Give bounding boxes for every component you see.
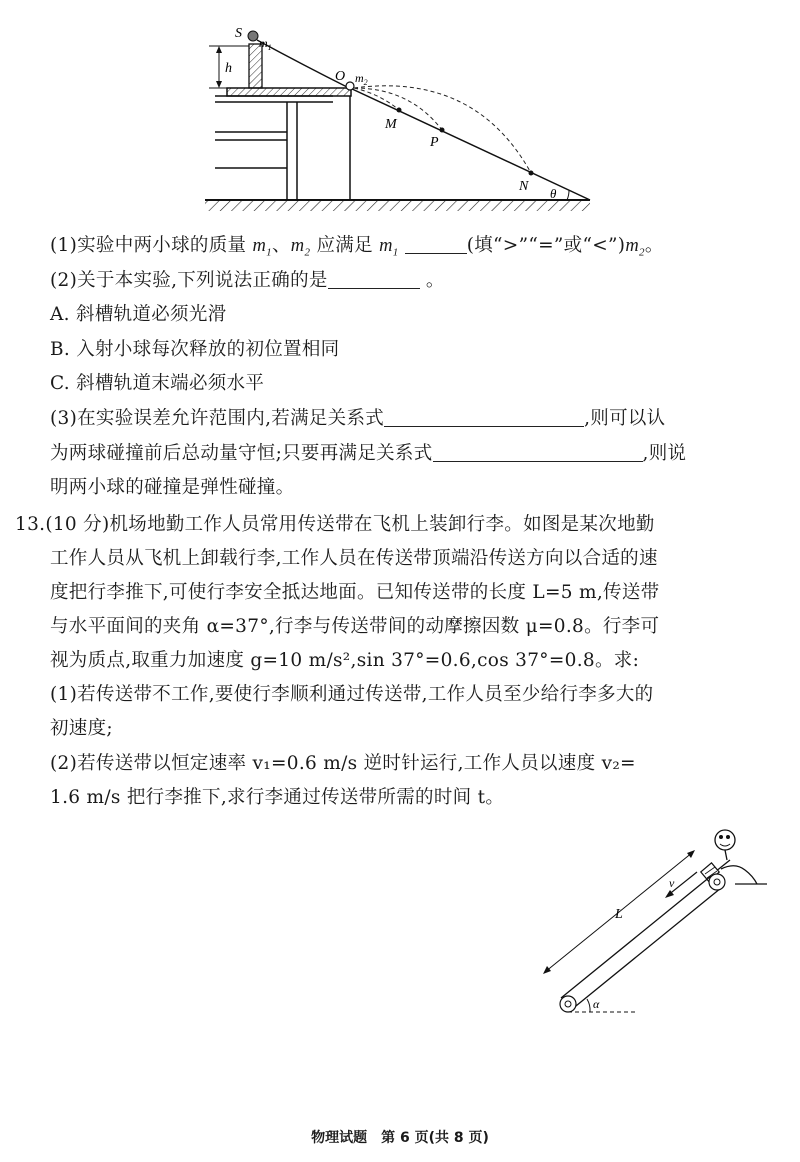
q13-part2-line2: 1.6 m/s 把行李推下,求行李通过传送带所需的时间 t。	[50, 787, 505, 808]
q13-line1: 13.(10 分)机场地勤工作人员常用传送带在飞机上装卸行李。如图是某次地勤	[15, 514, 655, 535]
q13-line4: 与水平面间的夹角 α=37°,行李与传送带间的动摩擦因数 μ=0.8。行李可	[50, 616, 660, 637]
l-label: L	[615, 907, 623, 922]
ball-m2	[346, 82, 354, 90]
belt-top-edge	[561, 876, 711, 998]
alpha-arc	[587, 999, 590, 1012]
landing-point-m	[397, 108, 402, 113]
o-label: O	[335, 69, 346, 84]
landing-point-n	[529, 171, 534, 176]
length-arrow-head-bottom	[543, 966, 551, 974]
q12-part3-line2	[50, 442, 790, 466]
h-label: h	[225, 61, 232, 76]
q12-part3-text-d: ,则说	[642, 443, 687, 464]
collision-apparatus-figure	[205, 22, 595, 214]
s-label: S	[235, 26, 242, 41]
q12-part2-end: 。	[425, 270, 445, 291]
page-footer: 物理试题 第 6 页(共 8 页)	[311, 1130, 489, 1146]
v-label: v	[669, 876, 675, 890]
m2-label: $m_2$	[355, 71, 368, 87]
q12-option-b: B. 入射小球每次释放的初位置相同	[50, 339, 340, 360]
answer-blank-4[interactable]	[433, 443, 643, 462]
q12-part2	[50, 269, 790, 293]
worker-eye-left	[719, 835, 723, 839]
q13-part1-line1: (1)若传送带不工作,要使行李顺利通过传送带,工作人员至少给行李多大的	[50, 684, 654, 705]
m-point-label: M	[385, 117, 397, 132]
q12-part3-text-b: ,则可以认	[584, 408, 666, 429]
q12-part1-end: 。	[644, 235, 664, 256]
var-m1-b: $m_1$	[379, 236, 399, 259]
q13-part1-line2: 初速度;	[50, 718, 113, 739]
table-top	[227, 88, 351, 96]
q12-part3-text-a: (3)在实验误差允许范围内,若满足关系式	[50, 408, 385, 429]
q12-part1-text-a: (1)实验中两小球的质量	[50, 235, 247, 256]
length-arrow-head-top	[687, 850, 695, 858]
q12-part3-text-c: 为两球碰撞前后总动量守恒;只要再满足关系式	[50, 443, 433, 464]
p-point-label: P	[430, 135, 439, 150]
ground-hatch	[205, 201, 590, 211]
worker-neck	[725, 850, 727, 860]
q12-option-c: C. 斜槽轨道末端必须水平	[50, 373, 265, 394]
trajectory-m	[354, 88, 399, 110]
ramp-post	[249, 44, 262, 88]
answer-blank-3[interactable]	[384, 408, 584, 427]
q12-part1	[50, 234, 790, 265]
q12-part1-hint: (填“>”“=”或“<”)	[466, 235, 626, 256]
var-m2-b: $m_2$	[625, 236, 645, 259]
q12-part3-line1	[50, 407, 790, 431]
worker-eye-right	[726, 835, 730, 839]
bottom-roller-axle	[565, 1001, 571, 1007]
worker-head-icon	[715, 830, 735, 850]
q12-option-a: A. 斜槽轨道必须光滑	[50, 304, 227, 325]
alpha-label: α	[593, 997, 600, 1011]
n-point-label: N	[519, 179, 529, 194]
q13-line2: 工作人员从飞机上卸载行李,工作人员在传送带顶端沿传送方向以合适的速	[50, 548, 658, 569]
q12-part1-sep: 、	[271, 235, 291, 256]
ball-m1	[248, 31, 258, 41]
belt-bottom-edge	[571, 888, 721, 1010]
h-arrow-up-head	[216, 46, 222, 53]
m1-label: $m_1$	[259, 36, 272, 52]
h-arrow-down-head	[216, 81, 222, 88]
worker-body	[721, 866, 757, 884]
theta-label: θ	[550, 186, 557, 201]
q12-part3-line3: 明两小球的碰撞是弹性碰撞。	[50, 477, 295, 498]
top-roller-axle	[714, 879, 720, 885]
incline-slope	[350, 88, 590, 200]
q12-part1-text-e: 应满足	[316, 235, 373, 256]
q13-line5: 视为质点,取重力加速度 g=10 m/s²,sin 37°=0.6,cos 37°=0.8。求:	[50, 650, 640, 671]
q13-line3: 度把行李推下,可使行李安全抵达地面。已知传送带的长度 L=5 m,传送带	[50, 582, 660, 603]
var-m1-a: $m_1$	[252, 236, 272, 259]
q13-part2-line1: (2)若传送带以恒定速率 v₁=0.6 m/s 逆时针运行,工作人员以速度 v₂=	[50, 753, 636, 774]
q12-part2-text: (2)关于本实验,下列说法正确的是	[50, 270, 328, 291]
answer-blank-1[interactable]	[405, 235, 467, 254]
answer-blank-2[interactable]	[328, 270, 420, 289]
conveyor-belt-figure	[535, 822, 770, 1020]
var-m2-a: $m_2$	[290, 236, 311, 259]
theta-arc	[567, 190, 569, 200]
landing-point-p	[440, 128, 445, 133]
